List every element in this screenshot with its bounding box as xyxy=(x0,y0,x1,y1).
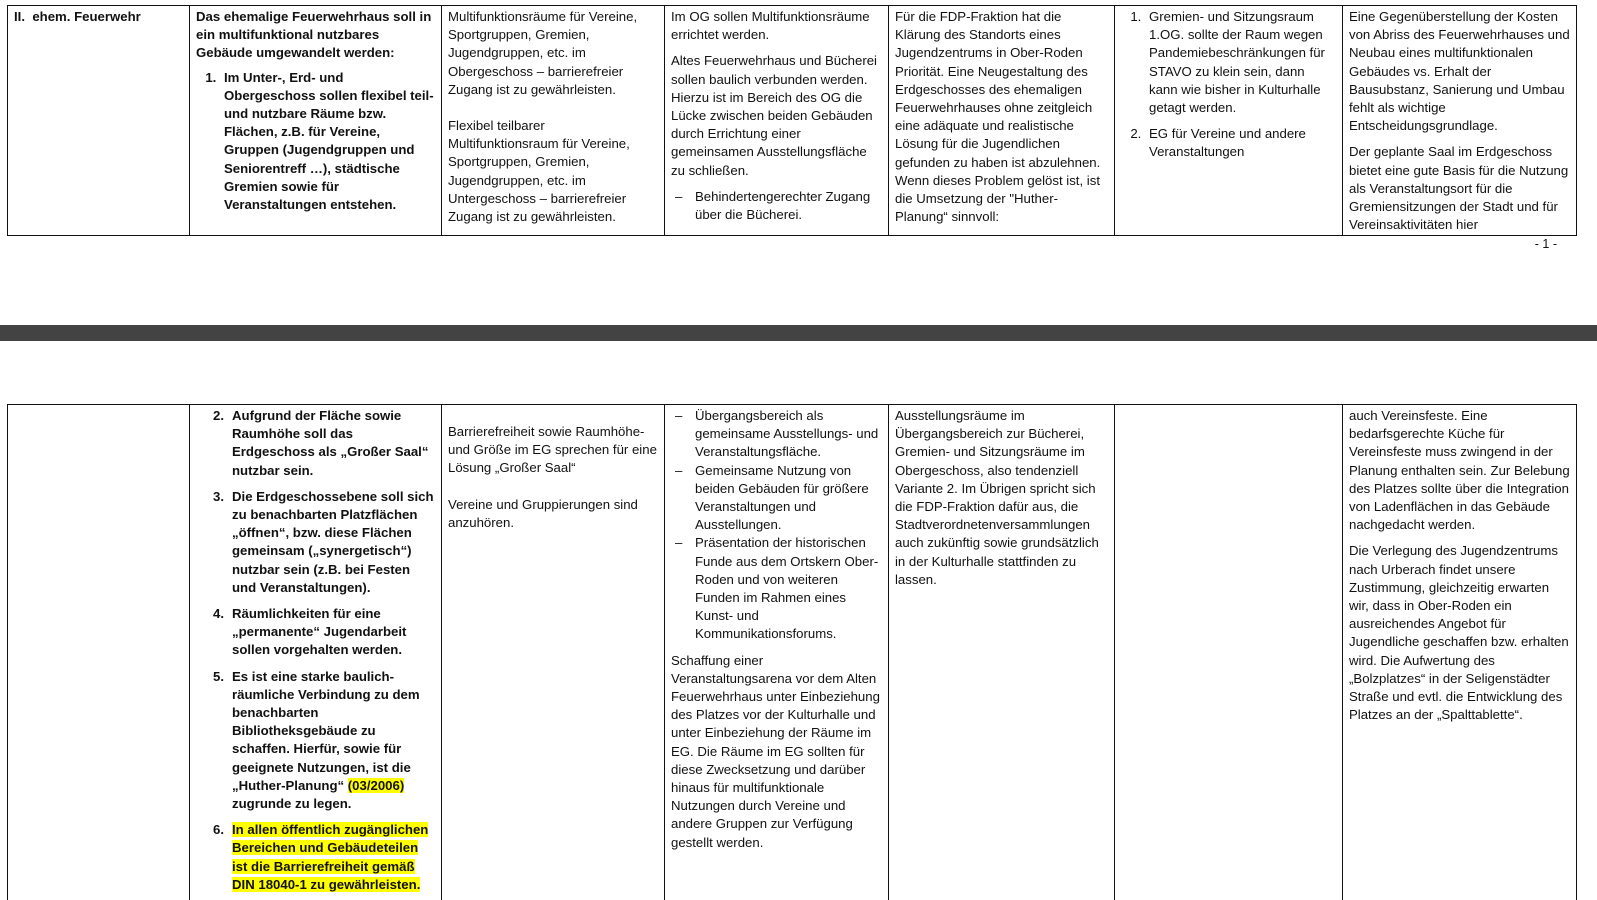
section-label-cell xyxy=(8,6,190,235)
text-paragraph: Barrierefreiheit sowie Raumhöhe- und Größe im EG sprechen für eine Lösung „Großer Saal“ xyxy=(448,424,657,476)
text-paragraph: Der geplante Saal im Erdgeschoss bietet eine gute Basis für die Nutzung als Veranstaltungsort für die Gremiensitzungen der Stadt und für Vereinsaktivitäten hier xyxy=(1349,144,1569,233)
highlighted-date: (03/2006) xyxy=(347,777,405,793)
goal-item: 5. Es ist eine starke baulich-räumliche Verbindung zu dem benachbarten Bibliotheksgebäude zu schaffen. Hierfür, sowie für geeignete Nutzungen, ist die „Huther-Planung“ (03/2006) zugrunde zu legen. xyxy=(213,668,420,812)
goal-item: 3. Die Erdgeschossebene soll sich zu benachbarten Platzflächen „öffnen“, bzw. diese Flächen gemeinsam („synergetisch“) nutzbar sein (z.B. bei Festen und Veranstaltungen). xyxy=(213,488,434,595)
dash-item: – Übergangsbereich als gemeinsame Ausstellungs- und Veranstaltungsfläche. xyxy=(695,407,882,462)
text-paragraph: Für die FDP-Fraktion hat die Klärung des Standorts eines Jugendzentrums in Ober-Roden Priorität. Eine Neugestaltung des Erdgeschosses des ehemaligen Feuerwehrhauses ohne zeitgleich eine adäquate und realistische Lösung für die Jugendlichen gefunden zu haben ist abzulehnen. Wenn dieses Problem gelöst ist, ist die Umsetzung der "Huther-Planung“ sinnvoll: xyxy=(895,9,1101,225)
usage-item: 1. Gremien- und Sitzungsraum 1.OG. sollte der Raum wegen Pandemiebeschränkungen für STAVO zu klein sein, dann kann wie bisher in Kulturhalle getagt werden. xyxy=(1145,8,1336,117)
usage-cell xyxy=(1115,6,1343,235)
measures-cell xyxy=(665,405,889,900)
dash-list xyxy=(671,407,882,644)
text-paragraph: Altes Feuerwehrhaus und Bücherei sollen baulich verbunden werden. Hierzu ist im Bereich des OG die Lücke zwischen beiden Gebäuden durch Errichtung einer gemeinsamen Ausstellungsfläche zu schließen. xyxy=(671,53,877,178)
text-paragraph: Ausstellungsräume im Übergangsbereich zur Bücherei, Gremien- und Sitzungsräume im Obergeschoss, also tendenziell Variante 2. Im Übrigen spricht sich die FDP-Fraktion dafür aus, die Stadtverordnetenversammlungen auch zukünftig sowie grundsätzlich in der Kulturhalle stattfinden zu lassen. xyxy=(895,408,1099,587)
dash-item: – Präsentation der historischen Funde aus dem Ortskern Ober-Roden und von weiteren Funden im Rahmen eines Kunst- und Kommunikationsforums. xyxy=(695,534,882,643)
page-number: - 1 - xyxy=(1534,237,1557,251)
proposal-cell xyxy=(442,405,665,900)
fdp-position-cell xyxy=(889,6,1115,235)
text-paragraph: Multifunktionsräume für Vereine, Sportgruppen, Gremien, Jugendgruppen, etc. im Obergeschoss – barrierefreier Zugang ist zu gewährleisten. xyxy=(448,9,638,97)
goals-cell xyxy=(190,405,442,900)
highlighted-text: In allen öffentlich zugänglichen Bereichen und Gebäudeteilen ist die Barrierefreiheit gemäß DIN 18040-1 zu gewährleisten. xyxy=(232,822,429,892)
text-paragraph: Flexibel teilbarer Multifunktionsraum für Vereine, Sportgruppen, Gremien, Jugendgruppen, etc. im Untergeschoss – barrierefreier Zugang ist zu gewährleisten. xyxy=(448,118,630,225)
measures-cell xyxy=(665,6,889,235)
goal-item: 1. Im Unter-, Erd- und Obergeschoss sollen flexibel teil- und nutzbare Räume bzw. Flächen, z.B. für Vereine, Gruppen (Jugendgruppen und Seniorentreff …), städtische Gremien sowie für Veranstaltungen entstehen. xyxy=(220,69,435,215)
usage-cell xyxy=(1115,405,1343,900)
goals-list xyxy=(196,407,435,894)
comment-cell xyxy=(1343,6,1576,235)
goals-cell xyxy=(190,6,442,235)
goal-item: 2. Aufgrund der Fläche sowie Raumhöhe soll das Erdgeschoss als „Großer Saal“ nutzbar sein. xyxy=(213,408,429,478)
fdp-position-cell xyxy=(889,405,1115,900)
page2-table xyxy=(7,404,1577,900)
text-paragraph: auch Vereinsfeste. Eine bedarfsgerechte Küche für Vereinsfeste muss zwingend in der Planung enthalten sein. Zur Belebung des Platzes sollte über die Integration von Ladenflächen in das Gebäude nachgedacht werden. xyxy=(1349,408,1570,533)
text-paragraph: Eine Gegenüberstellung der Kosten von Abriss des Feuerwehrhauses und Neubau eines multifunktionalen Gebäudes vs. Erhalt der Bausubstanz, Sanierung und Umbau fehlt als wichtige Entscheidungsgrundlage. xyxy=(1349,9,1570,134)
page1-table xyxy=(7,5,1577,236)
section-label: II. ehem. Feuerwehr xyxy=(14,9,141,24)
comment-cell xyxy=(1343,405,1576,900)
text-paragraph: Vereine und Gruppierungen sind anzuhören. xyxy=(448,496,638,530)
proposal-cell xyxy=(442,6,665,235)
goal-item: 6. In allen öffentlich zugänglichen Bereichen und Gebäudeteilen ist die Barrierefreiheit gemäß DIN 18040-1 zu gewährleisten. xyxy=(213,822,429,892)
dash-item: – Behindertengerechter Zugang über die Bücherei. xyxy=(695,188,882,224)
usage-item: 2. EG für Vereine und andere Veranstaltungen xyxy=(1145,125,1336,161)
goals-list xyxy=(196,69,435,215)
usage-list xyxy=(1121,8,1336,162)
dash-item: – Gemeinsame Nutzung von beiden Gebäuden für größere Veranstaltungen und Ausstellungen. xyxy=(695,462,882,535)
text-paragraph: Die Verlegung des Jugendzentrums nach Urberach findet unsere Zustimmung, gleichzeitig erwarten wir, dass in Ober-Roden ein ausreichendes Angebot für Jugendliche geschaffen bzw. erhalten wird. Die Aufwertung des „Bolzplatzes“ in der Seligenstädter Straße und evtl. die Entwicklung des Platzes an der „Spalttablette“. xyxy=(1349,543,1569,723)
text-paragraph: Im OG sollen Multifunktionsräume errichtet werden. xyxy=(671,9,870,43)
goal-item: 4. Räumlichkeiten für eine „permanente“ Jugendarbeit sollen vorgehalten werden. xyxy=(213,606,407,658)
page-separator xyxy=(0,325,1597,341)
section-label-cell xyxy=(8,405,190,900)
text-paragraph: Schaffung einer Veranstaltungsarena vor dem Alten Feuerwehrhaus unter Einbeziehung des Platzes vor der Kulturhalle und unter Einbeziehung der Räume im EG. Die Räume im EG sollten für diese Zwecksetzung und darüber hinaus für multifunktionale Nutzungen durch Vereine und andere Gruppen zur Verfügung gestellt werden. xyxy=(671,652,880,850)
dash-list xyxy=(671,188,882,224)
goals-intro: Das ehemalige Feuerwehrhaus soll in ein multifunktional nutzbares Gebäude umgewandelt werden: xyxy=(196,9,432,61)
